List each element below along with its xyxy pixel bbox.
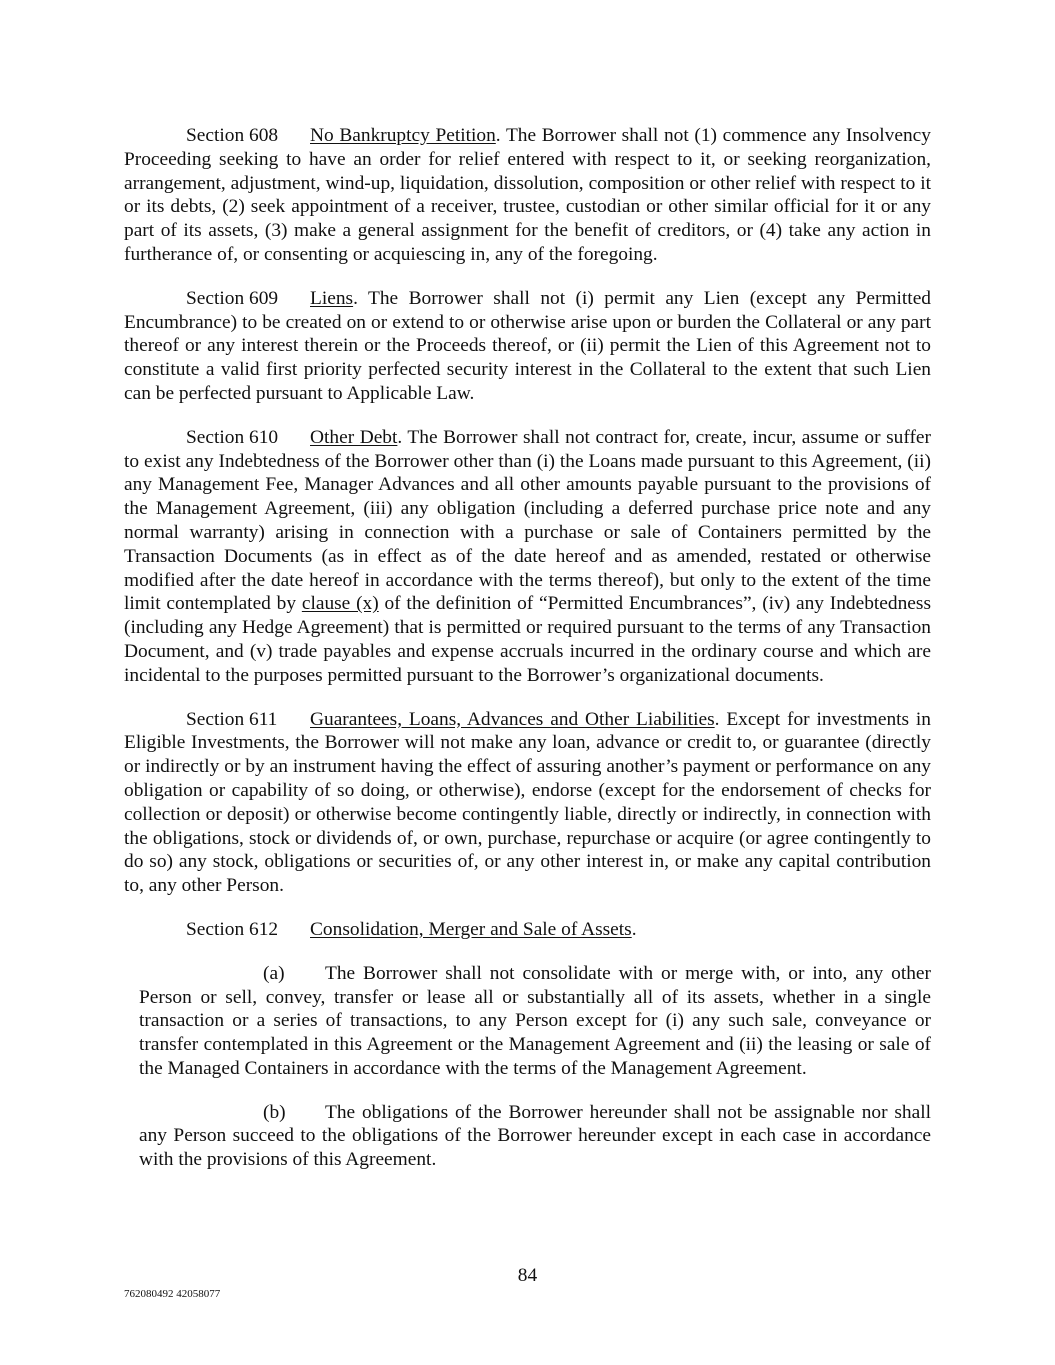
section-body: . The Borrower shall not (1) commence any Insolvency Proceeding seeking to have an order for relief entered with respect to it, or seeking reorganization, arrangement, adjustment, wind-up, liquidation, dissolution, composition or other relief with respect to it or its debts, (2) seek appointment of a receiver, trustee, custodian or other similar official for it or any part of its assets, (3) make a general assignment for the benefit of creditors, or (4) take any action in furtherance of, or consenting or acquiescing in, any of the foregoing.	[124, 125, 931, 265]
section-title: No Bankruptcy Petition	[310, 125, 496, 146]
section-body: . Except for investments in Eligible Investments, the Borrower will not make any loan, advance or credit to, or guarantee (directly or indirectly or by an instrument having the effect of assuring another’s payment or performance on any obligation or capability of so doing, or otherwise), endorse (except for the endorsement of checks for collection or deposit) or otherwise become contingently liable, directly or indirectly, in connection with the obligations, stock or dividends of, or own, purchase, repurchase or acquire (or agree contingently to do so) any stock, obligations or securities of, or any other interest in, or make any capital contribution to, any other Person.	[124, 708, 932, 897]
section-608	[124, 124, 931, 267]
document-page	[124, 124, 931, 1192]
subsection-label: (a)	[263, 962, 285, 984]
section-609	[124, 287, 931, 406]
section-611	[124, 708, 931, 898]
section-612	[124, 918, 931, 942]
page-number: 84	[517, 1265, 538, 1286]
subsection-612-a	[139, 962, 931, 1081]
section-title: Liens	[310, 287, 354, 309]
section-title: Guarantees, Loans, Advances and Other Liabilities	[310, 708, 715, 730]
clause-reference: clause (x)	[301, 593, 379, 615]
subsection-text: The Borrower shall not consolidate with or merge with, or into, any other Person or sell, convey, transfer or lease all or substantially all of its assets, whether in a single transaction or a series of transactions, to any Person except for (i) any such sale, conveyance or transfer contemplated in this Agreement or the Management Agreement and (ii) the leasing or sale of the Managed Containers in accordance with the terms of the Management Agreement.	[139, 962, 931, 1079]
document-id: 762080492 42058077	[124, 1288, 221, 1300]
subsection-text: The obligations of the Borrower hereunder shall not be assignable nor shall any Person succeed to the obligations of the Borrower hereunder except in each case in accordance with the provisions of this Agreement.	[139, 1101, 931, 1171]
section-610	[124, 426, 931, 688]
section-number: Section 611	[186, 708, 278, 730]
section-number: Section 612	[186, 918, 279, 940]
section-body-part-b: of the definition of “Permitted Encumbrances”, (iv) any Indebtedness (including any Hedge Agreement) that is permitted or required pursuant to the terms of any Transaction Document, and (v) trade payables and expense accruals incurred in the ordinary course and which are incidental to the purposes permitted pursuant to the Borrower’s organizational documents.	[124, 593, 931, 686]
subsection-label: (b)	[263, 1101, 286, 1123]
section-body: .	[631, 918, 637, 940]
section-title: Consolidation, Merger and Sale of Assets	[310, 918, 632, 940]
section-number: Section 608	[186, 125, 279, 146]
section-number: Section 609	[186, 287, 279, 309]
section-body: . The Borrower shall not (i) permit any Lien (except any Permitted Encumbrance) to be created on or extend to or otherwise arise upon or burden the Collateral or any part thereof or any interest therein or the Proceeds thereof, or (ii) permit the Lien of this Agreement not to constitute a valid first priority perfected security interest in the Collateral to the extent that such Lien can be perfected pursuant to Applicable Law.	[124, 287, 931, 404]
subsection-612-b	[139, 1101, 931, 1172]
section-title: Other Debt	[310, 426, 398, 448]
section-body-part-a: . The Borrower shall not contract for, create, incur, assume or suffer to exist any Indebtedness of the Borrower other than (i) the Loans made pursuant to this Agreement, (ii) any Management Fee, Manager Advances and all other amounts payable pursuant to the provisions of the Management Agreement, (iii) any obligation (including a deferred purchase price note and any normal warranty) arising in connection with a purchase or sale of Containers permitted by the Transaction Documents (as in effect as of the date hereof and as amended, restated or otherwise modified after the date hereof in accordance with the terms thereof), but only to the extent of the time limit contemplated by	[124, 426, 931, 615]
section-number: Section 610	[186, 426, 279, 448]
